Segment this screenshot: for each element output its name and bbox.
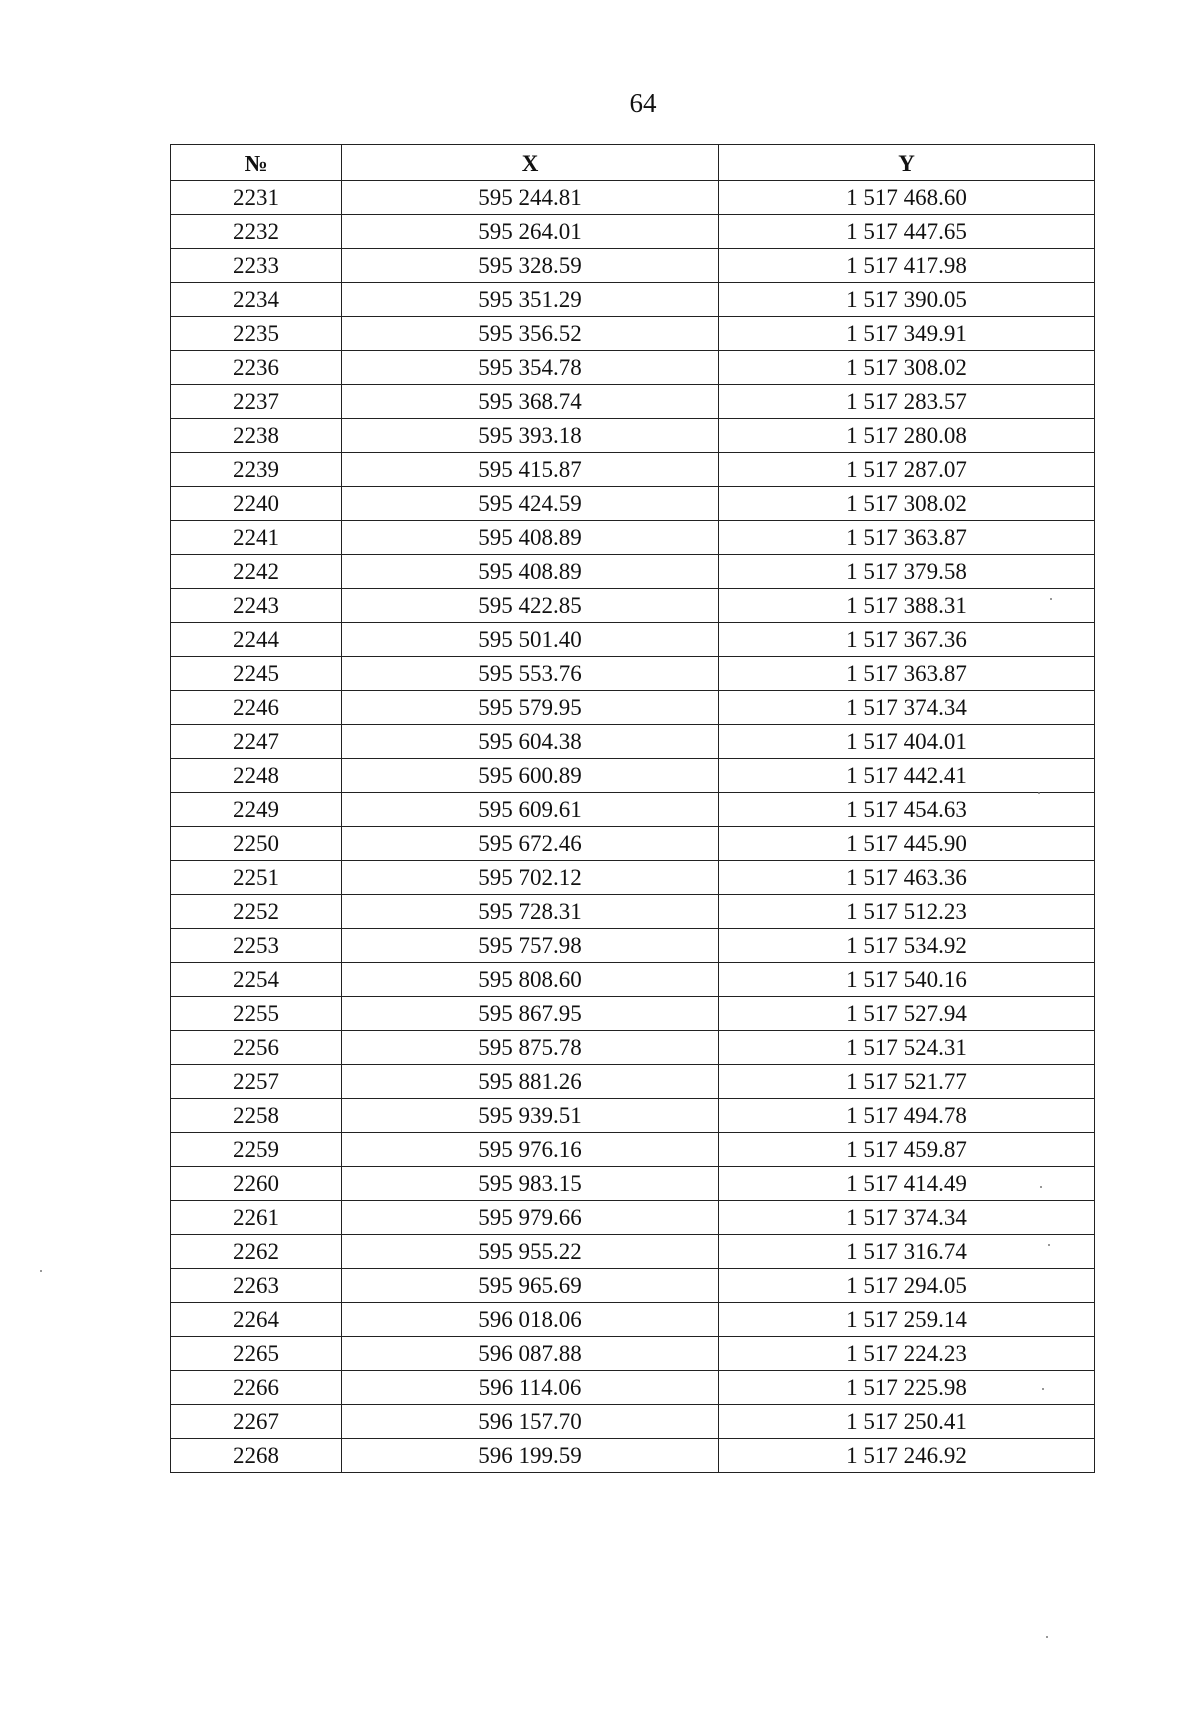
cell-x: 595 415.87 [342,453,719,487]
cell-x: 595 867.95 [342,997,719,1031]
table-row [171,351,1095,385]
cell-y: 1 517 388.31 [719,589,1095,623]
cell-x: 595 672.46 [342,827,719,861]
cell-x: 595 728.31 [342,895,719,929]
table-row [171,385,1095,419]
table-body [171,181,1095,1473]
table-row [171,555,1095,589]
cell-x: 595 351.29 [342,283,719,317]
cell-x: 595 579.95 [342,691,719,725]
cell-y: 1 517 534.92 [719,929,1095,963]
cell-x: 595 408.89 [342,521,719,555]
cell-y: 1 517 280.08 [719,419,1095,453]
cell-y: 1 517 363.87 [719,657,1095,691]
cell-number: 2250 [171,827,342,861]
cell-number: 2236 [171,351,342,385]
cell-x: 596 199.59 [342,1439,719,1473]
cell-x: 596 157.70 [342,1405,719,1439]
cell-x: 596 087.88 [342,1337,719,1371]
column-header-number: № [171,145,342,181]
scan-speck [1050,598,1052,600]
cell-x: 595 393.18 [342,419,719,453]
cell-number: 2246 [171,691,342,725]
cell-number: 2233 [171,249,342,283]
table-row [171,827,1095,861]
cell-y: 1 517 316.74 [719,1235,1095,1269]
table-row [171,317,1095,351]
table-row [171,1303,1095,1337]
cell-x: 595 976.16 [342,1133,719,1167]
table-row [171,1167,1095,1201]
cell-x: 595 553.76 [342,657,719,691]
cell-y: 1 517 225.98 [719,1371,1095,1405]
cell-x: 595 368.74 [342,385,719,419]
cell-x: 595 424.59 [342,487,719,521]
cell-number: 2232 [171,215,342,249]
cell-x: 595 979.66 [342,1201,719,1235]
cell-y: 1 517 494.78 [719,1099,1095,1133]
cell-x: 595 757.98 [342,929,719,963]
cell-x: 595 356.52 [342,317,719,351]
table-row [171,725,1095,759]
cell-y: 1 517 283.57 [719,385,1095,419]
cell-y: 1 517 367.36 [719,623,1095,657]
table-row [171,1235,1095,1269]
cell-y: 1 517 374.34 [719,1201,1095,1235]
cell-y: 1 517 447.65 [719,215,1095,249]
cell-number: 2243 [171,589,342,623]
cell-y: 1 517 379.58 [719,555,1095,589]
cell-y: 1 517 308.02 [719,351,1095,385]
cell-x: 595 609.61 [342,793,719,827]
table-header-row [171,145,1095,181]
coordinates-table [170,144,1095,1473]
cell-number: 2262 [171,1235,342,1269]
scan-speck [40,1270,42,1272]
cell-number: 2259 [171,1133,342,1167]
cell-y: 1 517 454.63 [719,793,1095,827]
cell-number: 2265 [171,1337,342,1371]
cell-number: 2234 [171,283,342,317]
cell-y: 1 517 363.87 [719,521,1095,555]
cell-number: 2255 [171,997,342,1031]
table-row [171,1337,1095,1371]
cell-number: 2264 [171,1303,342,1337]
cell-number: 2238 [171,419,342,453]
cell-y: 1 517 404.01 [719,725,1095,759]
table-row [171,419,1095,453]
cell-y: 1 517 414.49 [719,1167,1095,1201]
scan-speck [1038,792,1040,794]
cell-y: 1 517 374.34 [719,691,1095,725]
cell-x: 595 881.26 [342,1065,719,1099]
cell-x: 595 702.12 [342,861,719,895]
cell-number: 2239 [171,453,342,487]
cell-y: 1 517 463.36 [719,861,1095,895]
table-row [171,453,1095,487]
scan-speck [1046,1636,1048,1638]
cell-x: 595 600.89 [342,759,719,793]
cell-number: 2245 [171,657,342,691]
cell-y: 1 517 417.98 [719,249,1095,283]
cell-x: 595 354.78 [342,351,719,385]
cell-number: 2241 [171,521,342,555]
table-row [171,1065,1095,1099]
table-row [171,487,1095,521]
cell-number: 2248 [171,759,342,793]
cell-x: 595 244.81 [342,181,719,215]
cell-x: 595 328.59 [342,249,719,283]
table-row [171,249,1095,283]
scan-speck [1040,1186,1042,1188]
table-row [171,589,1095,623]
cell-y: 1 517 259.14 [719,1303,1095,1337]
cell-number: 2253 [171,929,342,963]
table-row [171,861,1095,895]
table-row [171,759,1095,793]
table-row [171,895,1095,929]
cell-y: 1 517 540.16 [719,963,1095,997]
column-header-y: Y [719,145,1095,181]
table-row [171,1099,1095,1133]
table-row [171,215,1095,249]
cell-number: 2247 [171,725,342,759]
cell-number: 2252 [171,895,342,929]
cell-y: 1 517 294.05 [719,1269,1095,1303]
cell-number: 2260 [171,1167,342,1201]
page-number: 64 [629,88,657,118]
table-row [171,1133,1095,1167]
cell-y: 1 517 442.41 [719,759,1095,793]
table-row [171,181,1095,215]
cell-y: 1 517 527.94 [719,997,1095,1031]
cell-y: 1 517 246.92 [719,1439,1095,1473]
cell-x: 595 501.40 [342,623,719,657]
scan-speck [1042,1388,1044,1390]
table-row [171,521,1095,555]
scan-speck [1048,1244,1050,1246]
cell-x: 595 808.60 [342,963,719,997]
table-row [171,283,1095,317]
cell-number: 2251 [171,861,342,895]
cell-y: 1 517 524.31 [719,1031,1095,1065]
table-row [171,1371,1095,1405]
table-row [171,1201,1095,1235]
cell-number: 2235 [171,317,342,351]
table-row [171,691,1095,725]
cell-y: 1 517 445.90 [719,827,1095,861]
cell-number: 2267 [171,1405,342,1439]
table-row [171,657,1095,691]
cell-y: 1 517 521.77 [719,1065,1095,1099]
cell-number: 2249 [171,793,342,827]
cell-y: 1 517 250.41 [719,1405,1095,1439]
cell-x: 595 875.78 [342,1031,719,1065]
cell-x: 595 955.22 [342,1235,719,1269]
cell-number: 2237 [171,385,342,419]
cell-x: 596 114.06 [342,1371,719,1405]
table-row [171,997,1095,1031]
column-header-x: X [342,145,719,181]
cell-number: 2266 [171,1371,342,1405]
cell-y: 1 517 468.60 [719,181,1095,215]
cell-number: 2256 [171,1031,342,1065]
cell-number: 2258 [171,1099,342,1133]
cell-y: 1 517 390.05 [719,283,1095,317]
table-row [171,929,1095,963]
table-row [171,1269,1095,1303]
table-row [171,793,1095,827]
table-row [171,1405,1095,1439]
cell-y: 1 517 287.07 [719,453,1095,487]
cell-y: 1 517 459.87 [719,1133,1095,1167]
cell-x: 596 018.06 [342,1303,719,1337]
cell-y: 1 517 349.91 [719,317,1095,351]
cell-x: 595 604.38 [342,725,719,759]
cell-number: 2254 [171,963,342,997]
table-row [171,1031,1095,1065]
table-row [171,963,1095,997]
cell-number: 2240 [171,487,342,521]
table-row [171,623,1095,657]
cell-x: 595 965.69 [342,1269,719,1303]
cell-x: 595 264.01 [342,215,719,249]
cell-number: 2263 [171,1269,342,1303]
cell-y: 1 517 308.02 [719,487,1095,521]
cell-y: 1 517 224.23 [719,1337,1095,1371]
table-row [171,1439,1095,1473]
cell-y: 1 517 512.23 [719,895,1095,929]
cell-number: 2268 [171,1439,342,1473]
cell-number: 2231 [171,181,342,215]
cell-x: 595 422.85 [342,589,719,623]
cell-number: 2257 [171,1065,342,1099]
cell-x: 595 983.15 [342,1167,719,1201]
cell-number: 2244 [171,623,342,657]
cell-number: 2242 [171,555,342,589]
cell-x: 595 408.89 [342,555,719,589]
cell-number: 2261 [171,1201,342,1235]
cell-x: 595 939.51 [342,1099,719,1133]
